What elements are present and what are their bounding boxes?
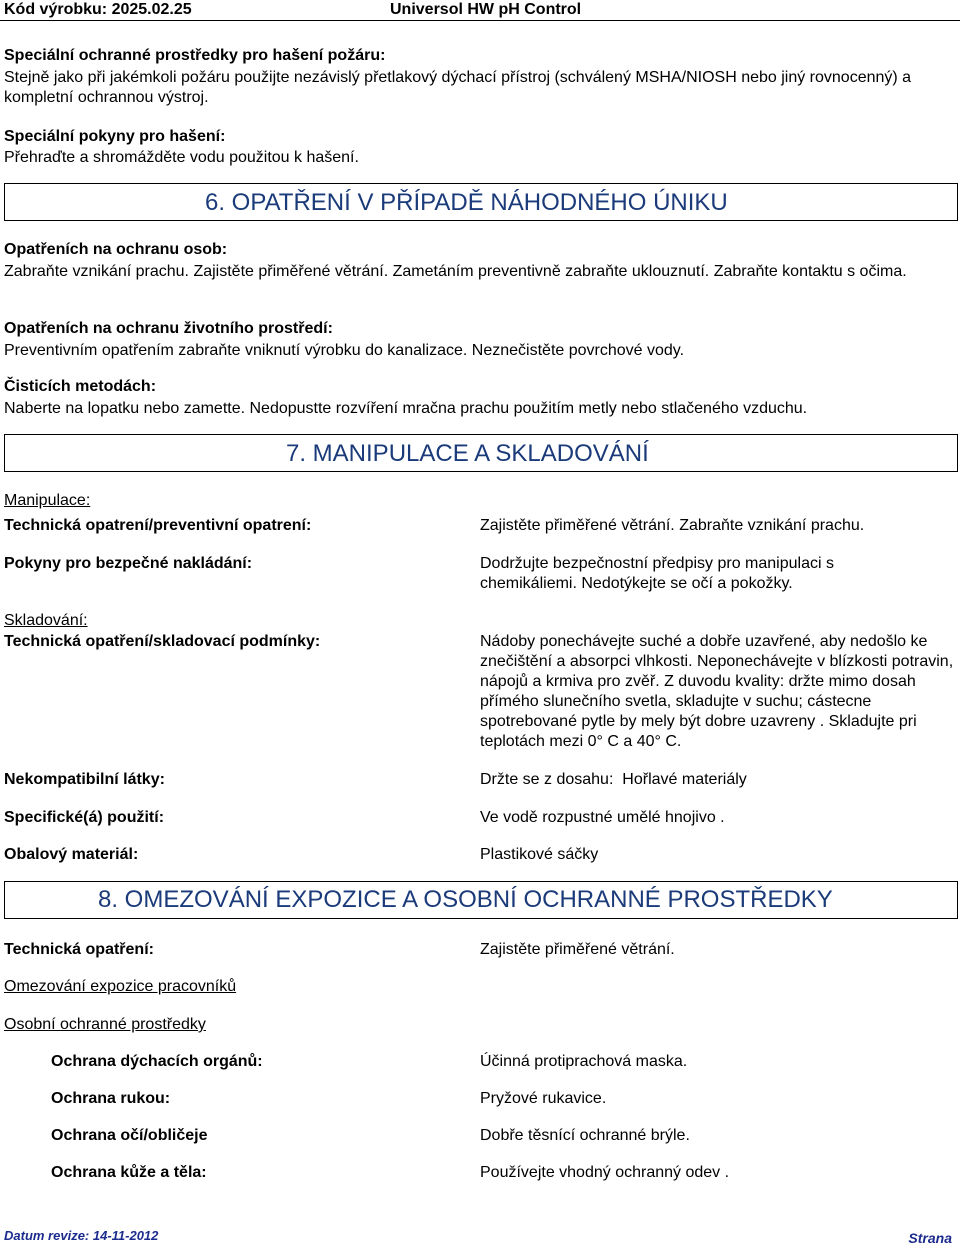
- packaging-value: Plastikové sáčky: [480, 846, 599, 863]
- storage-conditions-label: Technická opatření/skladovací podmínky:: [4, 633, 321, 650]
- exposure-controls-label: Omezování expozice pracovníků: [4, 978, 237, 995]
- specific-use-label: Specifické(á) použití:: [4, 809, 165, 826]
- cleanup-title: Čisticích metodách:: [4, 378, 157, 395]
- section-8-heading: 8. OMEZOVÁNÍ EXPOZICE A OSOBNÍ OCHRANNÉ PROSTŘEDKY: [98, 886, 833, 913]
- page-label: Strana: [908, 1230, 952, 1246]
- env-precautions-text: Preventivním opatřením zabraňte vniknutí výrobku do kanalizace. Neznečistěte povrchové vody.: [4, 342, 685, 359]
- packaging-label: Obalový materiál:: [4, 846, 139, 863]
- safe-handling-label: Pokyny pro bezpečné nakládání:: [4, 555, 253, 572]
- safe-handling-value: Dodržujte bezpečnostní předpisy pro manipulaci s chemikáliemi. Nedotýkejte se očí a pokožky.: [480, 555, 834, 592]
- incompatible-value: Držte se z dosahu: Hořlavé materiály: [480, 771, 747, 788]
- respiratory-value: Účinná protiprachová maska.: [480, 1053, 688, 1070]
- engineering-controls-label: Technická opatření:: [4, 941, 154, 958]
- incompatible-label: Nekompatibilní látky:: [4, 771, 165, 788]
- eyes-label: Ochrana očí/obličeje: [51, 1127, 208, 1144]
- special-instructions-text: Přehraďte a shromážděte vodu použitou k hašení.: [4, 149, 359, 166]
- personal-precautions-text: Zabraňte vznikání prachu. Zajistěte přiměřené větrání. Zametáním preventivně zabraňte uklouznutí. Zabraňte kontaktu s očima.: [4, 263, 907, 280]
- cleanup-text: Naberte na lopatku nebo zamette. Nedopustte rozvíření mračna prachu použitím metly nebo stlačeného vzduchu.: [4, 400, 808, 417]
- header-divider: [0, 20, 960, 21]
- special-instructions-title: Speciální pokyny pro hašení:: [4, 128, 226, 145]
- special-equipment-title: Speciální ochranné prostředky pro hašení požáru:: [4, 47, 386, 64]
- product-name: Universol HW pH Control: [390, 1, 582, 18]
- revision-date: Datum revize: 14-11-2012: [4, 1228, 159, 1243]
- hands-label: Ochrana rukou:: [51, 1090, 171, 1107]
- tech-measures-value: Zajistěte přiměřené větrání. Zabraňte vznikání prachu.: [480, 517, 865, 534]
- skin-value: Používejte vhodný ochranný odev .: [480, 1164, 730, 1181]
- product-code: Kód výrobku: 2025.02.25: [4, 1, 192, 18]
- handling-label: Manipulace:: [4, 492, 91, 509]
- section-7-heading: 7. MANIPULACE A SKLADOVÁNÍ: [286, 440, 649, 467]
- page-header: [0, 0, 960, 18]
- storage-conditions-value: Nádoby ponechávejte suché a dobře uzavřené, aby nedošlo ke znečištění a absorpci vlhkosti. Neponechávejte v blízkosti potravin, nápojů a krmiva pro zvěř. Z duvodu kvality: držte mimo dosah přímého slunečního svetla, skladujte v suchu; cástecne spotrebované pytle by mely být dobre uzavreny . Skladujte pri teplotách mezi 0° C a 40° C.: [480, 633, 954, 750]
- ppe-label: Osobní ochranné prostředky: [4, 1016, 206, 1033]
- engineering-controls-value: Zajistěte přiměřené větrání.: [480, 941, 675, 958]
- eyes-value: Dobře těsnící ochranné brýle.: [480, 1127, 690, 1144]
- hands-value: Pryžové rukavice.: [480, 1090, 607, 1107]
- storage-label: Skladování:: [4, 612, 88, 629]
- specific-use-value: Ve vodě rozpustné umělé hnojivo .: [480, 809, 725, 826]
- special-equipment-text: Stejně jako při jakémkoli požáru použijte nezávislý přetlakový dýchací přístroj (schválený MSHA/NIOSH nebo jiný rovnocenný) a kompletní ochrannou výstroj.: [4, 69, 912, 106]
- skin-label: Ochrana kůže a těla:: [51, 1164, 207, 1181]
- respiratory-label: Ochrana dýchacích orgánů:: [51, 1053, 263, 1070]
- env-precautions-title: Opatřeních na ochranu životního prostředí:: [4, 320, 333, 337]
- personal-precautions-title: Opatřeních na ochranu osob:: [4, 241, 228, 258]
- section-6-heading: 6. OPATŘENÍ V PŘÍPADĚ NÁHODNÉHO ÚNIKU: [205, 189, 728, 216]
- tech-measures-label: Technická opatrení/preventivní opatrení:: [4, 517, 312, 534]
